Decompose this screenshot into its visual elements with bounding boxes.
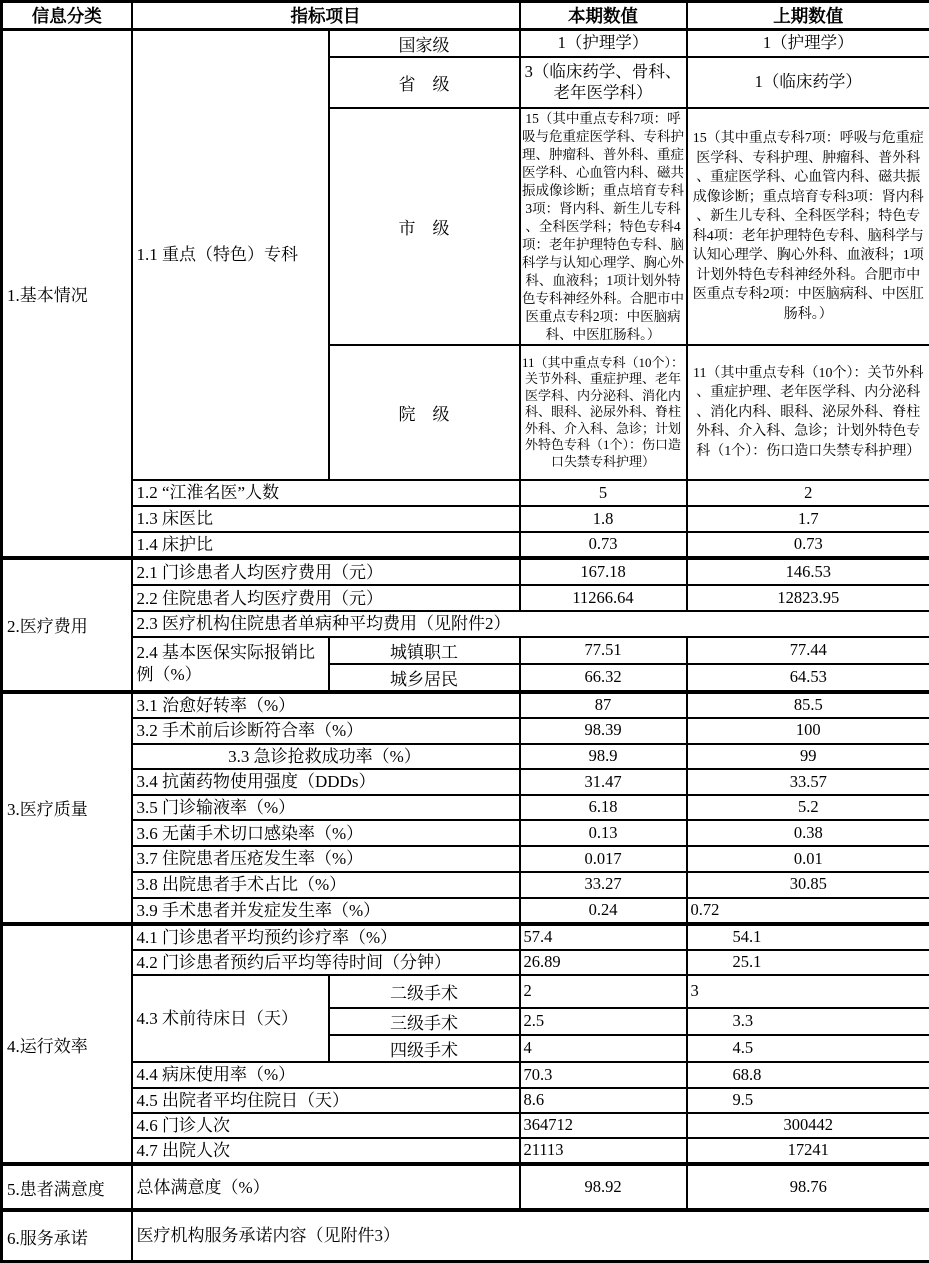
table-row [2, 924, 929, 950]
current-value: 6.18 [520, 795, 687, 820]
table-row [2, 30, 929, 58]
indicator-label-surgery-proportion: 3.8 出院患者手术占比（%） [132, 872, 520, 898]
header-previous: 上期数值 [687, 2, 929, 30]
current-value: 11（其中重点专科（10个）：关节外科、重症护理、老年医学科、内分泌科、消化内科、眼科、泌尿外科、脊柱外科、介入科、急诊；计划外特色专科（1个）：伤口造口失禁专科护理） [520, 345, 687, 480]
previous-value: 300442 [687, 1113, 929, 1138]
group-label-urban-employee: 城镇职工 [329, 637, 520, 664]
table-row [2, 950, 929, 975]
indicator-label-pressure-sore: 3.7 住院患者压疮发生率（%） [132, 846, 520, 871]
current-value: 167.18 [520, 558, 687, 585]
table-row [2, 532, 929, 558]
current-value: 2.5 [520, 1008, 687, 1035]
previous-value: 68.8 [687, 1062, 929, 1087]
current-value: 11266.64 [520, 585, 687, 611]
indicator-label-incision-infection: 3.6 无菌手术切口感染率（%） [132, 820, 520, 846]
level-label-grade2-surgery: 二级手术 [329, 975, 520, 1008]
indicator-label-cure-rate: 3.1 治愈好转率（%） [132, 692, 520, 718]
indicator-label-preop-bed-days: 4.3 术前待床日（天） [132, 975, 329, 1062]
table-row [2, 637, 929, 664]
current-value: 77.51 [520, 637, 687, 664]
table-row [2, 1088, 929, 1113]
current-value: 98.9 [520, 744, 687, 769]
indicator-label-bed-doctor-ratio: 1.3 床医比 [132, 506, 520, 532]
previous-value: 85.5 [687, 692, 929, 718]
current-value: 31.47 [520, 769, 687, 795]
level-label-municipal: 市 级 [329, 108, 520, 345]
level-label-national: 国家级 [329, 30, 520, 58]
table-row [2, 975, 929, 1008]
previous-value: 3.3 [687, 1008, 929, 1035]
current-value: 2 [520, 975, 687, 1008]
header-category: 信息分类 [2, 2, 132, 30]
previous-value: 12823.95 [687, 585, 929, 611]
category-service-commitment: 6.服务承诺 [2, 1210, 132, 1261]
level-label-grade4-surgery: 四级手术 [329, 1035, 520, 1062]
indicator-label-emergency-rescue: 3.3 急诊抢救成功率（%） [132, 744, 520, 769]
header-current: 本期数值 [520, 2, 687, 30]
indicator-label-overall-satisfaction: 总体满意度（%） [132, 1164, 520, 1210]
current-value: 33.27 [520, 872, 687, 898]
previous-value: 17241 [687, 1138, 929, 1164]
current-value: 0.017 [520, 846, 687, 871]
indicator-label-single-disease-cost: 2.3 医疗机构住院患者单病种平均费用（见附件2） [132, 611, 929, 636]
previous-value: 1（临床药学） [687, 57, 929, 108]
previous-value: 3 [687, 975, 929, 1008]
previous-value: 100 [687, 718, 929, 744]
table-row [2, 558, 929, 585]
previous-value: 64.53 [687, 664, 929, 692]
category-operation-efficiency: 4.运行效率 [2, 924, 132, 1165]
table-row [2, 898, 929, 924]
current-value: 57.4 [520, 924, 687, 950]
previous-value: 54.1 [687, 924, 929, 950]
indicator-label-bed-nurse-ratio: 1.4 床护比 [132, 532, 520, 558]
previous-value: 98.76 [687, 1164, 929, 1210]
table-row [2, 1062, 929, 1087]
current-value: 15（其中重点专科7项：呼吸与危重症医学科、专科护理、肿瘤科、普外科、重症医学科、心血管内科、磁共振成像诊断；重点培育专科3项：肾内科、新生儿专科、全科医学科；特色专科4项：老年护理特色专科、脑科学与认知心理学、胸心外科、血液科；1项计划外特色专科神经外科。合肥市中医重点专科2项：中医脑病科、中医肛肠科。） [520, 108, 687, 345]
current-value: 5 [520, 480, 687, 506]
header-indicator: 指标项目 [132, 2, 520, 30]
indicator-label-infusion-rate: 3.5 门诊输液率（%） [132, 795, 520, 820]
current-value: 98.39 [520, 718, 687, 744]
table-row [2, 846, 929, 871]
previous-value: 146.53 [687, 558, 929, 585]
indicator-label-avg-stay-days: 4.5 出院者平均住院日（天） [132, 1088, 520, 1113]
previous-value: 30.85 [687, 872, 929, 898]
indicator-label-outpatient-visits: 4.6 门诊人次 [132, 1113, 520, 1138]
current-value: 87 [520, 692, 687, 718]
indicator-label-diagnosis-coincidence: 3.2 手术前后诊断符合率（%） [132, 718, 520, 744]
current-value: 1.8 [520, 506, 687, 532]
current-value: 4 [520, 1035, 687, 1062]
indicator-label-discharge-visits: 4.7 出院人次 [132, 1138, 520, 1164]
previous-value: 25.1 [687, 950, 929, 975]
indicator-label-antibiotic-ddds: 3.4 抗菌药物使用强度（DDDs） [132, 769, 520, 795]
current-value: 0.73 [520, 532, 687, 558]
table-row [2, 611, 929, 636]
previous-value: 1.7 [687, 506, 929, 532]
indicator-label-inpatient-cost: 2.2 住院患者人均医疗费用（元） [132, 585, 520, 611]
category-medical-quality: 3.医疗质量 [2, 692, 132, 924]
category-medical-cost: 2.医疗费用 [2, 558, 132, 691]
previous-value: 1（护理学） [687, 30, 929, 58]
current-value: 1（护理学） [520, 30, 687, 58]
indicator-label-bed-occupancy: 4.4 病床使用率（%） [132, 1062, 520, 1087]
current-value: 70.3 [520, 1062, 687, 1087]
previous-value: 11（其中重点专科（10个）：关节外科、重症护理、老年医学科、内分泌科、消化内科、眼科、泌尿外科、脊柱外科、介入科、急诊；计划外特色专科（1个）：伤口造口失禁专科护理） [687, 345, 929, 480]
level-label-grade3-surgery: 三级手术 [329, 1008, 520, 1035]
previous-value: 0.73 [687, 532, 929, 558]
level-label-provincial: 省 级 [329, 57, 520, 108]
previous-value: 99 [687, 744, 929, 769]
table-row [2, 718, 929, 744]
category-patient-satisfaction: 5.患者满意度 [2, 1164, 132, 1210]
table-row [2, 1210, 929, 1261]
previous-value: 5.2 [687, 795, 929, 820]
indicator-label-famous-doctors: 1.2 “江淮名医”人数 [132, 480, 520, 506]
indicator-label-waiting-time: 4.2 门诊患者预约后平均等待时间（分钟） [132, 950, 520, 975]
indicator-label-insurance-ratio: 2.4 基本医保实际报销比例（%） [132, 637, 329, 692]
current-value: 0.13 [520, 820, 687, 846]
table-row [2, 769, 929, 795]
table-row [2, 692, 929, 718]
table-row [2, 1138, 929, 1164]
current-value: 8.6 [520, 1088, 687, 1113]
previous-value: 2 [687, 480, 929, 506]
current-value: 98.92 [520, 1164, 687, 1210]
previous-value: 0.72 [687, 898, 929, 924]
category-basic-info: 1.基本情况 [2, 30, 132, 559]
previous-value: 15（其中重点专科7项：呼吸与危重症医学科、专科护理、肿瘤科、普外科、重症医学科、心血管内科、磁共振成像诊断；重点培育专科3项：肾内科、新生儿专科、全科医学科；特色专科4项：老年护理特色专科、脑科学与认知心理学、胸心外科、血液科；1项计划外特色专科神经外科。合肥市中医重点专科2项：中医脑病科、中医肛肠科。） [687, 108, 929, 345]
previous-value: 4.5 [687, 1035, 929, 1062]
table-row [2, 480, 929, 506]
group-label-rural-resident: 城乡居民 [329, 664, 520, 692]
indicator-label-outpatient-cost: 2.1 门诊患者人均医疗费用（元） [132, 558, 520, 585]
indicator-label-key-specialty: 1.1 重点（特色）专科 [132, 30, 329, 481]
previous-value: 0.01 [687, 846, 929, 871]
header-row [2, 2, 929, 30]
table-row [2, 1113, 929, 1138]
current-value: 21113 [520, 1138, 687, 1164]
table-row [2, 820, 929, 846]
table-row [2, 744, 929, 769]
previous-value: 33.57 [687, 769, 929, 795]
current-value: 364712 [520, 1113, 687, 1138]
current-value: 3（临床药学、骨科、老年医学科） [520, 57, 687, 108]
indicator-label-appointment-rate: 4.1 门诊患者平均预约诊疗率（%） [132, 924, 520, 950]
current-value: 66.32 [520, 664, 687, 692]
table-row [2, 872, 929, 898]
current-value: 0.24 [520, 898, 687, 924]
previous-value: 0.38 [687, 820, 929, 846]
table-row [2, 585, 929, 611]
current-value: 26.89 [520, 950, 687, 975]
level-label-hospital: 院 级 [329, 345, 520, 480]
table-row [2, 795, 929, 820]
table-row [2, 506, 929, 532]
indicator-label-complication-rate: 3.9 手术患者并发症发生率（%） [132, 898, 520, 924]
previous-value: 9.5 [687, 1088, 929, 1113]
previous-value: 77.44 [687, 637, 929, 664]
indicator-label-service-commitment: 医疗机构服务承诺内容（见附件3） [132, 1210, 929, 1261]
table-row [2, 1164, 929, 1210]
